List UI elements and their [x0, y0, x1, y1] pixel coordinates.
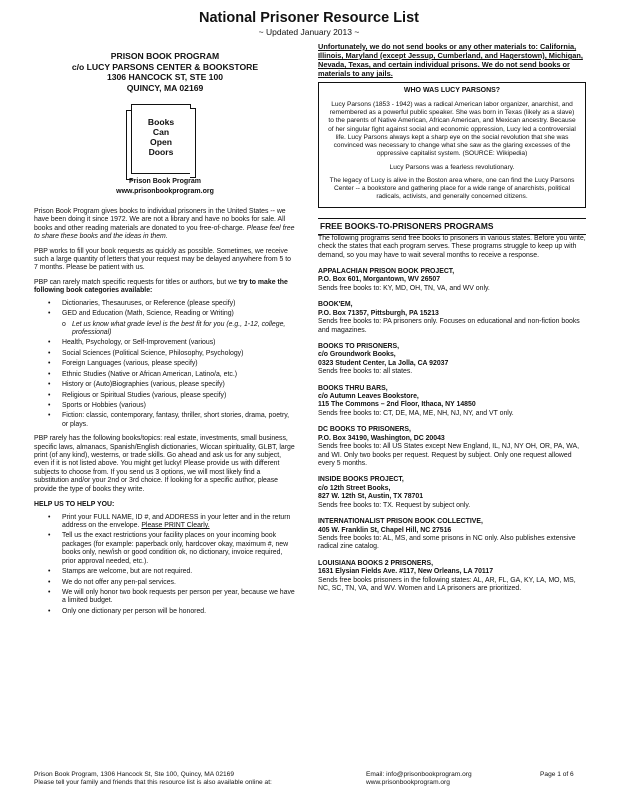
list-item: • Sports or Hobbies (various) — [48, 402, 296, 410]
restriction-warning: Unfortunately, we do not send books or any other materials to: California, Illinois, Maryland (except Jessup, Cumberland, and Hagerstown), Michigan, Nevada, Texas, and certain individual prisons. We do not send books or materials to any jails. — [318, 42, 583, 79]
left-column — [34, 42, 296, 618]
logo-container — [34, 100, 296, 200]
program-entry: BOOKS TO PRISONERS, c/o Groundwork Books, 0323 Student Center, La Jolla, CA 92037 Sends free books to: all states. — [318, 342, 449, 376]
delay-paragraph: PBP works to fill your book requests as quickly as possible. Sometimes, we receive such a large quantity of letters that your request may be delayed anywhere from 5 to 7 months. Please be patient with us. — [34, 247, 292, 272]
address-line: PRISON BOOK PROGRAM — [110, 51, 220, 61]
list-item: • Fiction: classic, contemporary, fantasy, thriller, short stories, drama, poetry, or plays. — [48, 412, 296, 429]
footer-email: Email: info@prisonbookprogram.org — [366, 771, 472, 778]
list-item: • Foreign Languages (various, please specify) — [48, 360, 296, 368]
category-list — [48, 300, 296, 429]
lucy-parsons-box — [318, 82, 586, 208]
help-heading: HELP US TO HELP YOU: — [34, 501, 115, 509]
page-number: Page 1 of 6 — [540, 771, 574, 778]
list-item: • We do not offer any pen-pal services. — [48, 579, 296, 587]
address-line: c/o LUCY PARSONS CENTER & BOOKSTORE — [71, 61, 259, 72]
program-entry: DC BOOKS TO PRISONERS, P.O. Box 34190, Washington, DC 20043 Sends free books to: All US States except New England, IL, NJ, NY OH, OR, PA, WA, and WI. Only two books per request. Request by subject. Only one request allowed every 5 months. — [318, 426, 580, 467]
list-item: • Religious or Spiritual Studies (various, please specify) — [48, 392, 296, 400]
program-entry: INTERNATIONALIST PRISON BOOK COLLECTIVE, 405 W. Franklin St, Chapel Hill, NC 27516 Sends free books to: AL, MS, and some prisons in NC only. Also publishes extensive radical zine catalog. — [318, 518, 576, 551]
list-item: • GED and Education (Math, Science, Reading or Writing) — [48, 310, 296, 318]
document-subtitle: ~ Updated January 2013 ~ — [258, 27, 360, 37]
list-item: • We will only honor two book requests per person per year, because we have a limited budget. — [48, 589, 296, 606]
book-icon — [131, 104, 191, 174]
program-entry: INSIDE BOOKS PROJECT, c/o 12th Street Books, 827 W. 12th St, Austin, TX 78701 Sends free books to: TX. Request by subject only. — [318, 476, 471, 509]
intro-paragraph: Prison Book Program gives books to individual prisoners in the United States -- we have been doing it since 1972. We are not a library and have no books for sale. All books and other reading materials are donated to you free-of-charge. Please feel free to share these books and the ideas in them. — [34, 207, 295, 241]
footer-note: Please tell your family and friends that this resource list is also available online at: — [34, 779, 272, 787]
address-line: 1306 HANCOCK ST, STE 100 — [106, 72, 224, 83]
program-entry: BOOK'EM, P.O. Box 71357, Pittsburgh, PA 15213 Sends free books to: PA prisoners only. Focuses on educational and non-fiction books and magazines. — [318, 301, 580, 334]
prison-book-program-logo — [109, 100, 221, 200]
logo-url: www.prisonbookprogram.org — [116, 187, 214, 195]
program-entry: LOUISIANA BOOKS 2 PRISONERS, 1631 Elysian Fields Ave. #117, New Orleans, LA 70117 Sends free books prisoners in the following states: AL, AR, FL, GA, KY, LA, MO, MS, NC, SC, TN, VA, and WV. Women and LA prisoners are prioritized. — [318, 559, 576, 593]
rarely-available-paragraph: PBP rarely has the following books/topics: real estate, investments, small business, specific laws, almanacs, Spanish/English dictionaries, Wiccan spirituality, GLBT, large print (of any kind), westerns, or trade skills. Go ahead and ask us for any subject, even if it is not listed above. You might get lucky! Please provide us with different subjects to choose from. If you send us 3 options, we will most likely find a substitution and/or your 2nd or 3rd choice. If looking for a specific author, please provide the type of books they write. — [34, 435, 295, 493]
list-item: • Ethnic Studies (Native or African American, Latino/a, etc.) — [48, 371, 296, 379]
footer-contact — [366, 771, 472, 787]
logo-caption: Prison Book Program — [129, 177, 201, 185]
list-item: • Only one dictionary per person will be honored. — [48, 608, 296, 616]
box-paragraph: Lucy Parsons was a fearless revolutionary. — [389, 163, 515, 171]
document-title: National Prisoner Resource List — [199, 10, 419, 26]
free-programs-heading: FREE BOOKS-TO-PRISONERS PROGRAMS — [318, 218, 586, 234]
footer-address: Prison Book Program, 1306 Hancock St, Ste 100, Quincy, MA 02169 — [34, 771, 234, 778]
list-item: • Health, Psychology, or Self-Improvement (various) — [48, 339, 296, 347]
category-subnote: o Let us know what grade level is the best fit for you (e.g., 1-12, college, professional) — [62, 320, 286, 336]
program-entry: BOOKS THRU BARS, c/o Autumn Leaves Bookstore, 115 The Commons – 2nd Floor, Ithaca, NY 14850 Sends free books to: CT, DE, MA, ME, NH, NJ, NY, and VT only. — [318, 384, 514, 417]
list-item: • Social Sciences (Political Science, Philosophy, Psychology) — [48, 350, 296, 358]
list-item: • Print your FULL NAME, ID #, and ADDRESS in your letter and in the return address on the envelope. Please PRINT Clearly. — [48, 514, 296, 531]
list-item: • Tell us the exact restrictions your facility places on your incoming book packages (for example: paperback only, hardcover okay, maximum #, new books only, new/ish or good condition ok, no dictionary, invoice required, prior approval needed, etc.). — [48, 532, 296, 566]
help-list — [48, 514, 296, 617]
program-entry: APPALACHIAN PRISON BOOK PROJECT, P.O. Box 601, Morgantown, WV 26507 Sends free books to: KY, MD, OH, TN, VA, and WV only. — [318, 267, 490, 292]
footer-website: www.prisonbookprogram.org — [366, 779, 450, 787]
categories-intro: PBP can rarely match specific requests for titles or authors, but we try to make the following book categories available: — [34, 278, 288, 295]
address-line: QUINCY, MA 02169 — [126, 83, 204, 94]
mailing-address — [34, 51, 296, 94]
list-item: • History or (Auto)Biographies (various, please specify) — [48, 381, 296, 389]
list-item: • Stamps are welcome, but are not required. — [48, 568, 296, 576]
footer-left — [34, 771, 272, 787]
right-column — [318, 42, 586, 593]
free-programs-intro: The following programs send free books to prisoners in various states. Before you write, check the states that each program serves. These programs struggle to keep up with demand, so you may have to wait several months to receive a response. — [318, 234, 586, 259]
list-item: • Dictionaries, Thesauruses, or Reference (please specify) — [48, 300, 296, 308]
logo-text: Books Can Open Doors — [147, 116, 175, 158]
box-paragraph: Lucy Parsons (1853 - 1942) was a radical American labor organizer, anarchist, and remembered as a powerful public speaker. She was born in Texas (likely as a slave) to the parents of Native American, African American, and Mexican ancestry. Because of her singular fight against social and economic oppression, Lucy led a controversial life. Lucy Parsons always kept a sharp eye on the social revolution that she was convinced was necessary to change what she saw as the glaring excesses of the oppressive capitalist system. (SOURCE: Wikipedia) — [328, 100, 576, 158]
box-heading: WHO WAS LUCY PARSONS? — [403, 87, 501, 95]
box-paragraph: The legacy of Lucy is alive in the Boston area where, one can find the Lucy Parsons Center -- a bookstore and gathering place for a wide range of anarchists, political radicals, activists, and generally concerned citizens. — [329, 176, 575, 201]
